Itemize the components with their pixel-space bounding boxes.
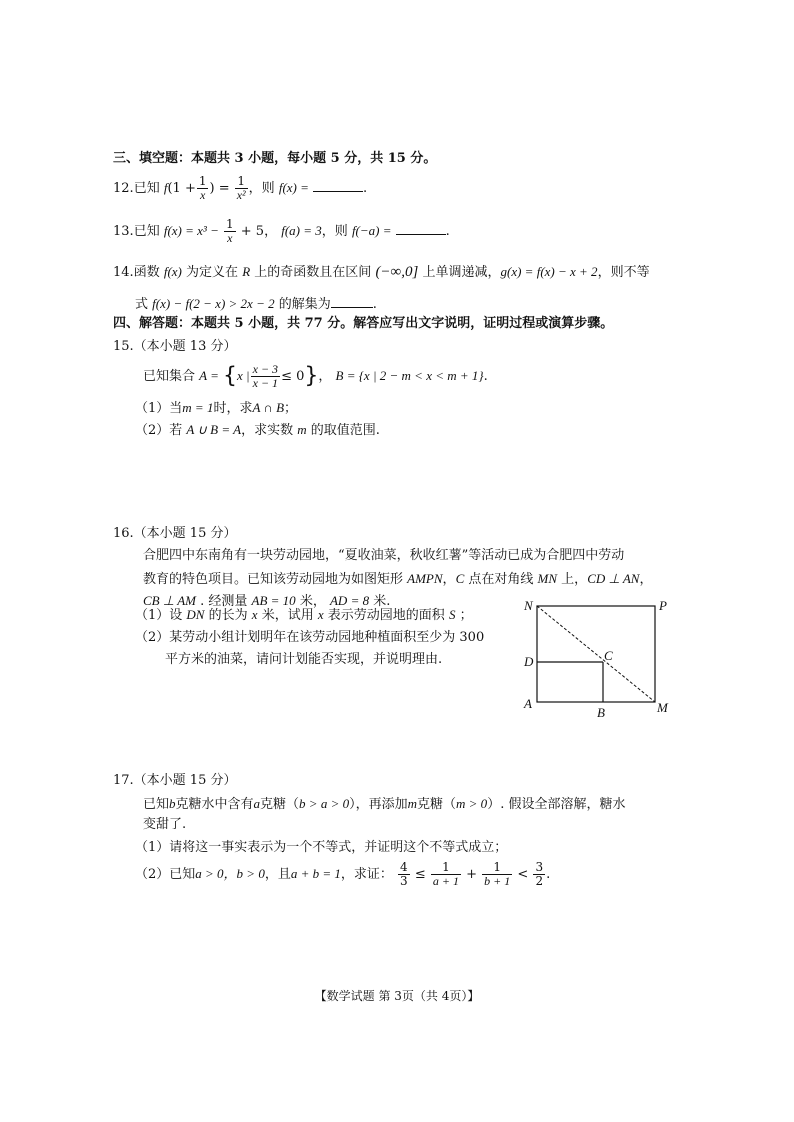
q16-part2-line1: （2）某劳动小组计划明年在该劳动园地种植面积至少为 300 [135, 630, 485, 645]
q17-l1-b: b [169, 796, 176, 811]
q15-right-brace: } [304, 363, 319, 389]
q13-condition: f(a) = 3 [281, 223, 322, 238]
q15-p2-m: m [297, 422, 307, 437]
q15-setA-den: x − 1 [252, 376, 279, 390]
q15-setA-post: ≤ 0 [281, 369, 305, 384]
q13-frac-den: x [227, 231, 233, 245]
q17-lt: < [517, 867, 529, 882]
q17-line2: 变甜了. [143, 817, 187, 832]
q14-text-e: ，则不等 [597, 265, 650, 280]
q17-p2-d: a + b = 1 [290, 866, 341, 881]
q15-left-brace: { [223, 363, 238, 389]
q17-part1: （1）请将这一事实表示为一个不等式，并证明这个不等式成立； [135, 840, 508, 855]
q16-l3-AB: AB = 10 [251, 593, 296, 608]
q15-text-a: 已知集合 [143, 369, 196, 384]
label-M: M [657, 700, 668, 715]
q16-line2 [143, 571, 652, 588]
q17-l1-i: 克糖（ [417, 797, 457, 812]
q12-close: ) = [209, 181, 230, 196]
q17-part2 [135, 854, 550, 895]
q14-text-b: 为定义在 [186, 265, 239, 280]
q16-title: 16.（本小题 15 分） [113, 526, 237, 541]
q15-statement [143, 358, 488, 395]
q15-setB: B = {x | 2 − m < x < m + 1} [335, 368, 484, 383]
q17-f2-den: a + 1 [432, 874, 459, 888]
q16-l3-d: 米， [299, 594, 326, 609]
q14-text-a: 函数 [133, 265, 160, 280]
q16-l2-AMPN: AMPN [407, 571, 443, 586]
q12-pre: 已知 [133, 181, 160, 196]
q16-l2-a: 教育的特色项目。已知该劳动园地为如图矩形 [143, 572, 404, 587]
q17-plus: + [466, 867, 478, 882]
q17-p2-c: ，且 [264, 867, 291, 882]
q16-l2-MN: MN [537, 571, 558, 586]
q14-gx: g(x) = f(x) − x + 2 [500, 264, 598, 279]
q16-l3-b: . 经测量 [200, 594, 248, 609]
q17-l1-g: ），再添加 [349, 797, 408, 812]
q14-fx: f(x) [163, 264, 182, 279]
q15-p1-a: （1）当 [135, 401, 183, 416]
q15-end: . [483, 369, 488, 384]
q17-l1-d: a [253, 796, 261, 811]
q13-pre: 已知 [133, 224, 160, 239]
q17-l1-j: m > 0 [456, 796, 488, 811]
label-C: C [604, 648, 613, 663]
rectangle-figure [520, 598, 672, 722]
q12-number: 12. [113, 181, 134, 196]
question-14-line2 [135, 295, 377, 313]
q13-end: . [445, 224, 450, 239]
q16-p1-DN: DN [186, 607, 205, 622]
q17-f1-num: 4 [400, 860, 408, 874]
q16-l2-c: ， [442, 572, 456, 587]
q16-p1-e: 米，试用 [261, 608, 314, 623]
section4-heading: 四、解答题：本题共 5 小题，共 77 分。解答应写出文字说明，证明过程或演算步骤。 [113, 316, 614, 331]
q17-line1 [143, 796, 625, 813]
q16-l3-CB: CB ⊥ AM [143, 593, 196, 608]
q17-title: 17.（本小题 15 分） [113, 773, 237, 788]
q15-part1 [135, 400, 297, 417]
q13-number: 13. [113, 224, 134, 239]
q14-text-d: 上单调递减， [422, 265, 501, 280]
q15-p2-union: A ∪ B = A [186, 422, 242, 437]
q13-ask: f(−a) = [351, 223, 392, 238]
q17-l1-f: b > a > 0 [299, 796, 350, 811]
q16-p1-x: x [251, 607, 258, 622]
question-14-line1 [113, 263, 650, 282]
q14-text-f: 式 [135, 297, 149, 312]
q17-l1-a: 已知 [143, 797, 170, 812]
q16-p1-i: ； [459, 608, 473, 623]
diagonal-MN [537, 606, 655, 702]
q17-f3-num: 1 [482, 861, 512, 875]
q17-end: . [546, 867, 551, 882]
q15-p1-AB: A ∩ B [252, 400, 285, 415]
q16-l2-g: 上， [561, 572, 588, 587]
question-12 [113, 173, 367, 204]
section3-heading: 三、填空题：本题共 3 小题，每小题 5 分，共 15 分。 [113, 151, 437, 166]
q16-l2-CD: CD ⊥ AN [587, 571, 640, 586]
question-13 [113, 216, 450, 247]
q16-p1-S: S [448, 607, 456, 622]
q14-end: . [372, 297, 377, 312]
label-B: B [597, 705, 605, 720]
q12-inner-den: x [200, 188, 206, 202]
q15-p1-e: ； [284, 401, 298, 416]
q17-le: ≤ [414, 867, 426, 882]
q14-interval: (−∞,0] [375, 264, 419, 280]
q17-frac-a [431, 861, 461, 888]
q14-text-c: 上的奇函数且在区间 [254, 265, 372, 280]
q16-part1 [135, 607, 473, 624]
q12-end: . [363, 181, 368, 196]
q17-frac-4-3 [398, 861, 410, 888]
q15-A: A = [199, 368, 219, 383]
q16-p1-c: 的长为 [208, 608, 248, 623]
q12-rhs-num: 1 [235, 175, 248, 189]
q12-mid: ，则 [248, 181, 275, 196]
q16-p1-x2: x [317, 607, 324, 622]
q16-part2-line2: 平方米的油菜，请问计划能否实现，并说明理由. [165, 652, 443, 667]
q17-l1-c: 克糖水中含有 [175, 797, 254, 812]
q14-R: R [242, 264, 251, 279]
q15-setA-fraction [251, 363, 280, 390]
q13-f2: + 5 [240, 224, 265, 239]
q15-p2-c: ，求实数 [241, 423, 294, 438]
page-footer: 【数学试题 第 3页（共 4页）】 [314, 989, 480, 1003]
q12-ask: f(x) = [278, 180, 309, 195]
q12-rhs-den: x² [236, 188, 246, 202]
q17-f1-den: 3 [400, 874, 408, 888]
q12-answer-blank[interactable] [313, 179, 363, 192]
q16-l2-C: C [455, 571, 465, 586]
q17-frac-3-2 [533, 861, 545, 888]
q13-f1: f(x) = x³ − [163, 223, 219, 238]
q16-l2-e: 点在对角线 [468, 572, 534, 587]
q12-inner-num: 1 [198, 174, 207, 188]
q17-l1-k: ）. 假设全部溶解，糖水 [487, 797, 626, 812]
q17-f4-den: 2 [535, 874, 544, 888]
q14-number: 14. [113, 265, 134, 280]
label-N: N [524, 598, 533, 613]
q12-rhs-fraction [235, 175, 248, 202]
q17-p2-b: a > 0，b > 0 [195, 866, 265, 881]
label-D: D [524, 654, 534, 669]
q16-p1-a: （1）设 [135, 608, 183, 623]
q17-f3-den: b + 1 [484, 874, 511, 888]
q16-line1: 合肥四中东南角有一块劳动园地，“夏收油菜，秋收红薯”等活动已成为合肥四中劳动 [143, 548, 625, 563]
q17-f4-num: 3 [535, 860, 544, 874]
q13-frac-num: 1 [226, 217, 234, 231]
q17-l1-e: 克糖（ [260, 797, 300, 812]
q13-mid2: ，则 [321, 224, 348, 239]
q17-frac-b [482, 861, 512, 888]
q12-inner-fraction [197, 175, 209, 202]
q14-inequality: f(x) − f(2 − x) > 2x − 2 [152, 296, 275, 311]
q16-l2-i: ， [639, 572, 653, 587]
q15-setA-pre: x | [237, 368, 250, 383]
q15-part2 [135, 422, 380, 439]
q16-l3-f: 米. [373, 594, 391, 609]
q15-p1-m: m = 1 [182, 400, 214, 415]
q15-setA-num: x − 3 [252, 362, 279, 376]
q15-p2-e: 的取值范围. [310, 423, 380, 438]
q15-p1-c: 时，求 [213, 401, 253, 416]
q17-p2-a: （2）已知 [135, 867, 196, 882]
q16-p1-g: 表示劳动园地的面积 [327, 608, 445, 623]
q13-answer-blank[interactable] [396, 222, 446, 235]
q15-sep: ， [318, 369, 332, 384]
q13-fraction [224, 218, 236, 245]
q15-title: 15.（本小题 13 分） [113, 339, 237, 354]
q14-answer-blank[interactable] [331, 295, 373, 308]
q12-f: f [163, 180, 168, 195]
q16-l3-AD: AD = 8 [329, 593, 370, 608]
q17-l1-h: m [407, 796, 417, 811]
label-P: P [659, 598, 667, 613]
q14-text-g: 的解集为 [278, 297, 331, 312]
q12-open: (1 + [167, 181, 196, 196]
q15-p2-a: （2）若 [135, 423, 183, 438]
q17-p2-e: ，求证： [340, 867, 393, 882]
q13-mid1: ， [264, 224, 278, 239]
label-A: A [524, 696, 532, 711]
q17-f2-num: 1 [431, 861, 461, 875]
